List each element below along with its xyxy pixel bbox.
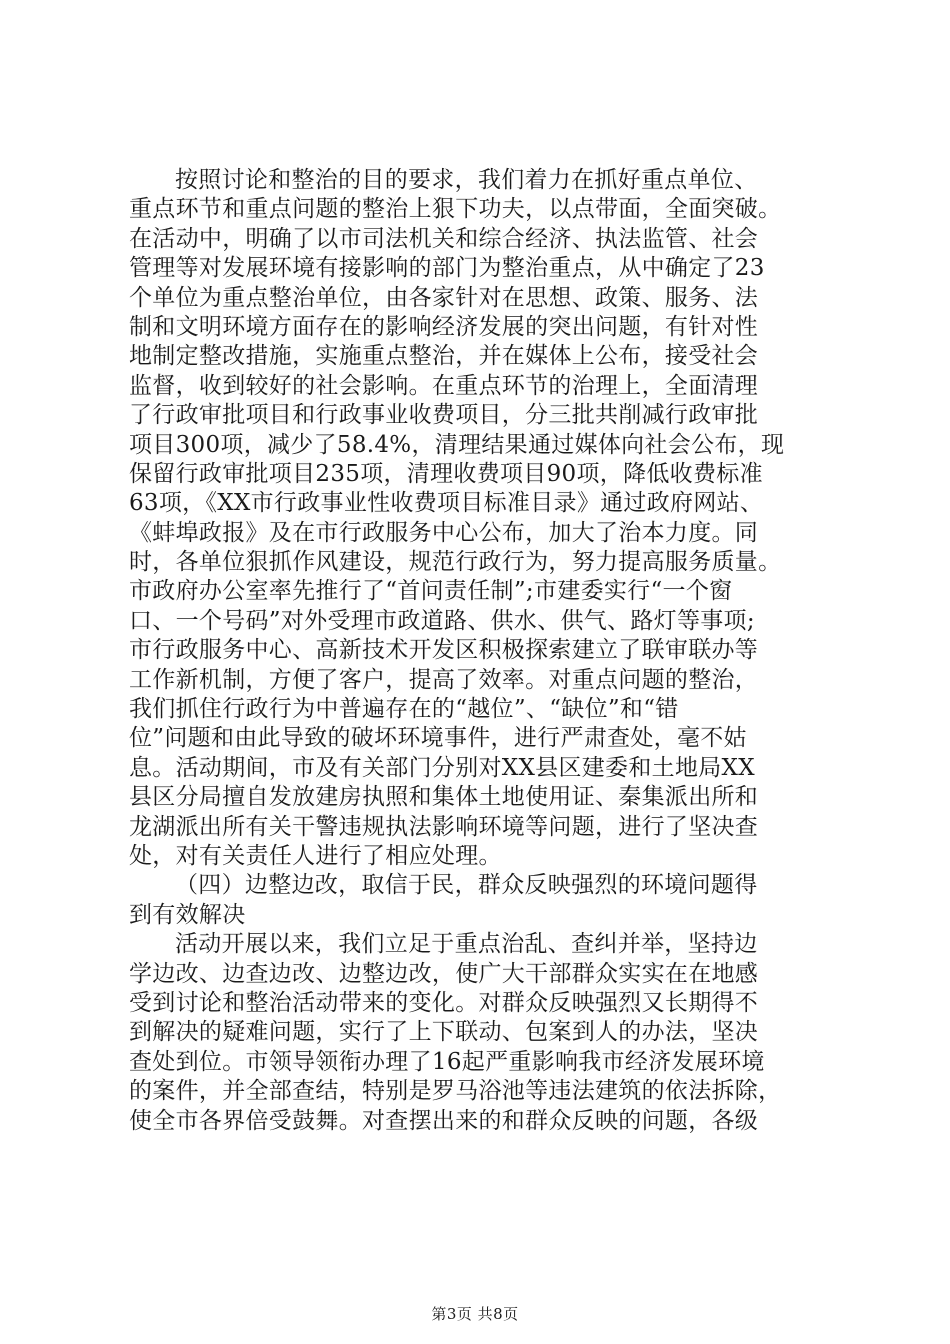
paragraph-line: 《蚌埠政报》及在市行政服务中心公布，加大了治本力度。同 (129, 519, 759, 546)
paragraph-line: 活动开展以来，我们立足于重点治乱、查纠并举，坚持边 (175, 931, 758, 958)
paragraph-line: 查处到位。市领导领衔办理了16起严重影响我市经济发展环境 (129, 1048, 765, 1075)
paragraph-line: 龙湖派出所有关干警违规执法影响环境等问题，进行了坚决查 (129, 813, 759, 840)
paragraph-line: 学边改、边查边改、边整边改，使广大干部群众实实在在地感 (129, 960, 759, 987)
paragraph-line: 的案件，并全部查结，特别是罗马浴池等违法建筑的依法拆除， (129, 1078, 782, 1105)
paragraph-line: 个单位为重点整治单位，由各家针对在思想、政策、服务、法 (129, 284, 759, 311)
paragraph-line: 工作新机制，方便了客户，提高了效率。对重点问题的整治， (129, 666, 759, 693)
paragraph-line: 63项，《XX市行政事业性收费项目标准目录》通过政府网站、 (129, 490, 764, 517)
paragraph-line: 市政府办公室率先推行了“首问责任制”;市建委实行“一个窗 (129, 578, 733, 605)
paragraph-line: 息。活动期间，市及有关部门分别对XX县区建委和土地局XX (129, 754, 755, 781)
paragraph-line: 重点环节和重点问题的整治上狠下功夫，以点带面，全面突破。 (129, 196, 782, 223)
paragraph-line: 按照讨论和整治的目的要求，我们着力在抓好重点单位、 (175, 167, 758, 193)
paragraph-line: 在活动中，明确了以市司法机关和综合经济、执法监管、社会 (129, 225, 759, 252)
paragraph-line: 位”问题和由此导致的破坏环境事件，进行严肃查处，毫不姑 (129, 725, 747, 752)
paragraph-line: 我们抓住行政行为中普遍存在的“越位”、“缺位”和“错 (129, 696, 679, 723)
body-text (129, 166, 829, 1136)
paragraph-line: 受到讨论和整治活动带来的变化。对群众反映强烈又长期得不 (129, 989, 759, 1016)
paragraph-line: 项目300项，减少了58.4%，清理结果通过媒体向社会公布，现 (129, 431, 785, 458)
paragraph-line: 时，各单位狠抓作风建设，规范行政行为，努力提高服务质量。 (129, 549, 782, 576)
paragraph-line: 监督，收到较好的社会影响。在重点环节的治理上，全面清理 (129, 372, 759, 399)
paragraph-line: 保留行政审批项目235项，清理收费项目90项，降低收费标准 (129, 460, 763, 487)
section-heading-line: （四）边整边改，取信于民，群众反映强烈的环境问题得 (175, 872, 758, 899)
paragraph-line: 到解决的疑难问题，实行了上下联动、包案到人的办法，坚决 (129, 1019, 759, 1046)
paragraph-line: 县区分局擅自发放建房执照和集体土地使用证、秦集派出所和 (129, 784, 759, 811)
paragraph-line: 管理等对发展环境有接影响的部门为整治重点，从中确定了23 (129, 255, 765, 282)
paragraph-line: 了行政审批项目和行政事业收费项目，分三批共削减行政审批 (129, 402, 759, 429)
section-heading-line: 到有效解决 (129, 901, 246, 928)
paragraph-line: 地制定整改措施，实施重点整治，并在媒体上公布，接受社会 (129, 343, 759, 370)
paragraph-line: 制和文明环境方面存在的影响经济发展的突出问题，有针对性 (129, 313, 759, 340)
page-number-footer: 第3页 共8页 (431, 1305, 519, 1323)
paragraph-line: 处，对有关责任人进行了相应处理。 (129, 842, 502, 869)
paragraph-line: 市行政服务中心、高新技术开发区积极探索建立了联审联办等 (129, 637, 759, 664)
paragraph-line: 使全市各界倍受鼓舞。对查摆出来的和群众反映的问题，各级 (129, 1107, 759, 1134)
paragraph-line: 口、一个号码”对外受理市政道路、供水、供气、路灯等事项; (129, 607, 755, 634)
